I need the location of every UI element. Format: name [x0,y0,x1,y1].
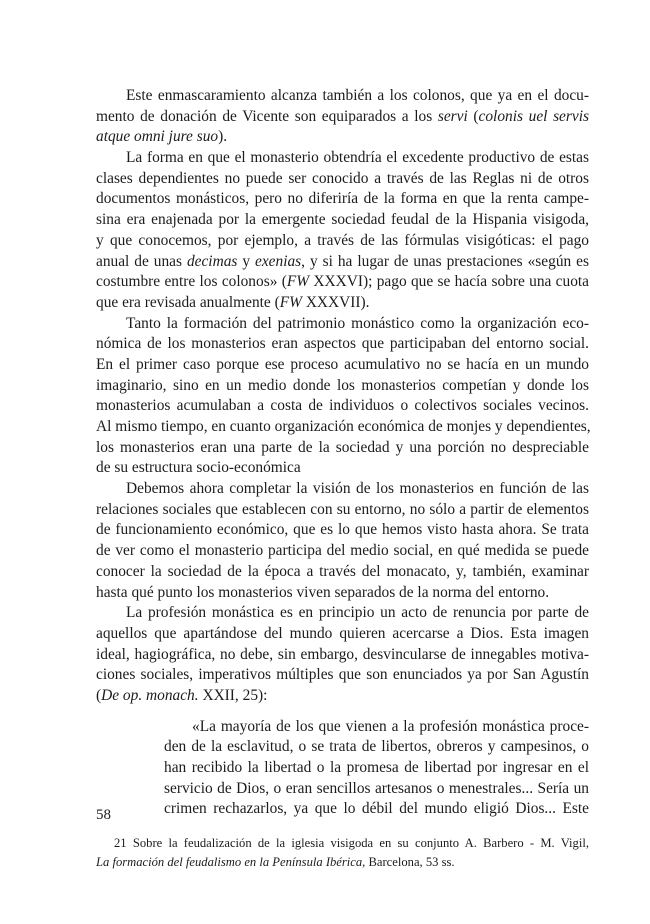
text-line: de funcionamiento económico, que es lo que hemos visto hasta ahora. Se trata [96,521,589,539]
text-line: documentos monásticos, pero no diferiría de la forma en que la renta campe- [96,190,589,208]
text-line: ideal, hagiográfica, no debe, sin embargo, desvincularse de innegables motiva- [96,645,589,663]
paragraph-relaciones-sociales [96,479,589,603]
text-line: que era revisada anualmente (FW XXXVII). [96,293,370,311]
quote-line: «La mayoría de los que vienen a la profesión monástica proce- [192,717,589,735]
text-line: La forma en que el monasterio obtendría el excedente productivo de estas [126,149,589,167]
text-line: sina era enajenada por la emergente sociedad feudal de la Hispania visigoda, [96,211,589,229]
text-line: de su estructura socio-económica [96,459,301,477]
text-line: hasta qué punto los monasterios viven separados de la norma del entorno. [96,583,550,601]
quote-line: han recibido la libertad o la promesa de libertad por ingresar en el [164,759,589,776]
text-line: conocer la sociedad de la época a través del monacato, y, también, examinar [96,562,589,580]
text-line: clases dependientes no puede ser conocido a través de las Reglas ni de otros [96,169,589,187]
paragraph-patrimonio [96,314,589,480]
quote-line: servicio de Dios, o eran sencillos artesanos o menestrales... Sería un [164,779,589,797]
page-body [96,86,589,872]
text-line: ciones sociales, imperativos múltiples que son enunciados ya por San Agustín [96,666,589,684]
paragraph-excedente [96,148,589,314]
text-line: La profesión monástica es en principio un acto de renuncia por parte de [126,604,589,622]
footnote-line: La formación del feudalismo en la Península Ibérica, Barcelona, 53 ss. [96,855,455,870]
text-line: relaciones sociales que establecen con su entorno, no sólo a partir de elementos [96,500,589,518]
footnote [96,834,589,872]
quote-line: den de la esclavitud, o se trata de libertos, obreros y campesinos, o [164,738,589,756]
paragraph-profesion-monastica [96,603,589,706]
text-line: y que conocemos, por ejemplo, a través de las fórmulas visigóticas: el pago [96,231,589,249]
text-line: los monasterios eran una parte de la sociedad y una porción no despreciable [96,438,589,456]
text-line: En el primer caso porque ese proceso acumulativo no se hacía en un mundo [96,355,589,373]
text-line: Al mismo tiempo, en cuanto organización económica de monjes y dependientes, [96,418,591,435]
text-line: (De op. monach. XXII, 25): [96,686,268,704]
text-line: atque omni jure suo). [96,128,228,146]
text-line: imaginario, sino en un medio donde los monasterios competían y donde los [96,376,589,394]
text-line: Tanto la formación del patrimonio monástico como la organización eco- [126,314,589,332]
text-line: anual de unas decimas y exenias, y si ha lugar de unas prestaciones «según es [96,252,589,270]
text-line: monasterios acumulaban a costa de individuos o colectivos sociales vecinos. [96,397,589,415]
page-number: 58 [96,807,111,823]
text-line: de ver como el monasterio participa del medio social, en qué medida se puede [96,542,589,560]
footnote-line: 21 Sobre la feudalización de la iglesia visigoda en su conjunto A. Barbero - M. Vigil, [114,836,589,851]
quote-line: crimen rechazarlos, ya que lo débil del mundo eligió Dios... Este [164,800,589,818]
text-line: nómica de los monasterios eran aspectos que participaban del entorno social. [96,335,589,353]
paragraph-colonos [96,86,589,148]
text-line: aquellos que apartándose del mundo quieren acercarse a Dios. Esta imagen [96,624,589,642]
text-line: mento de donación de Vicente son equiparados a los servi (colonis uel servis [96,107,589,125]
text-line: Debemos ahora completar la visión de los monasterios en función de las [126,480,589,498]
block-quotation [164,717,589,820]
text-line: Este enmascaramiento alcanza también a los colonos, que ya en el docu- [126,87,589,104]
text-line: costumbre entre los colonos» (FW XXXVI); pago que se hacía sobre una cuota [96,273,589,291]
